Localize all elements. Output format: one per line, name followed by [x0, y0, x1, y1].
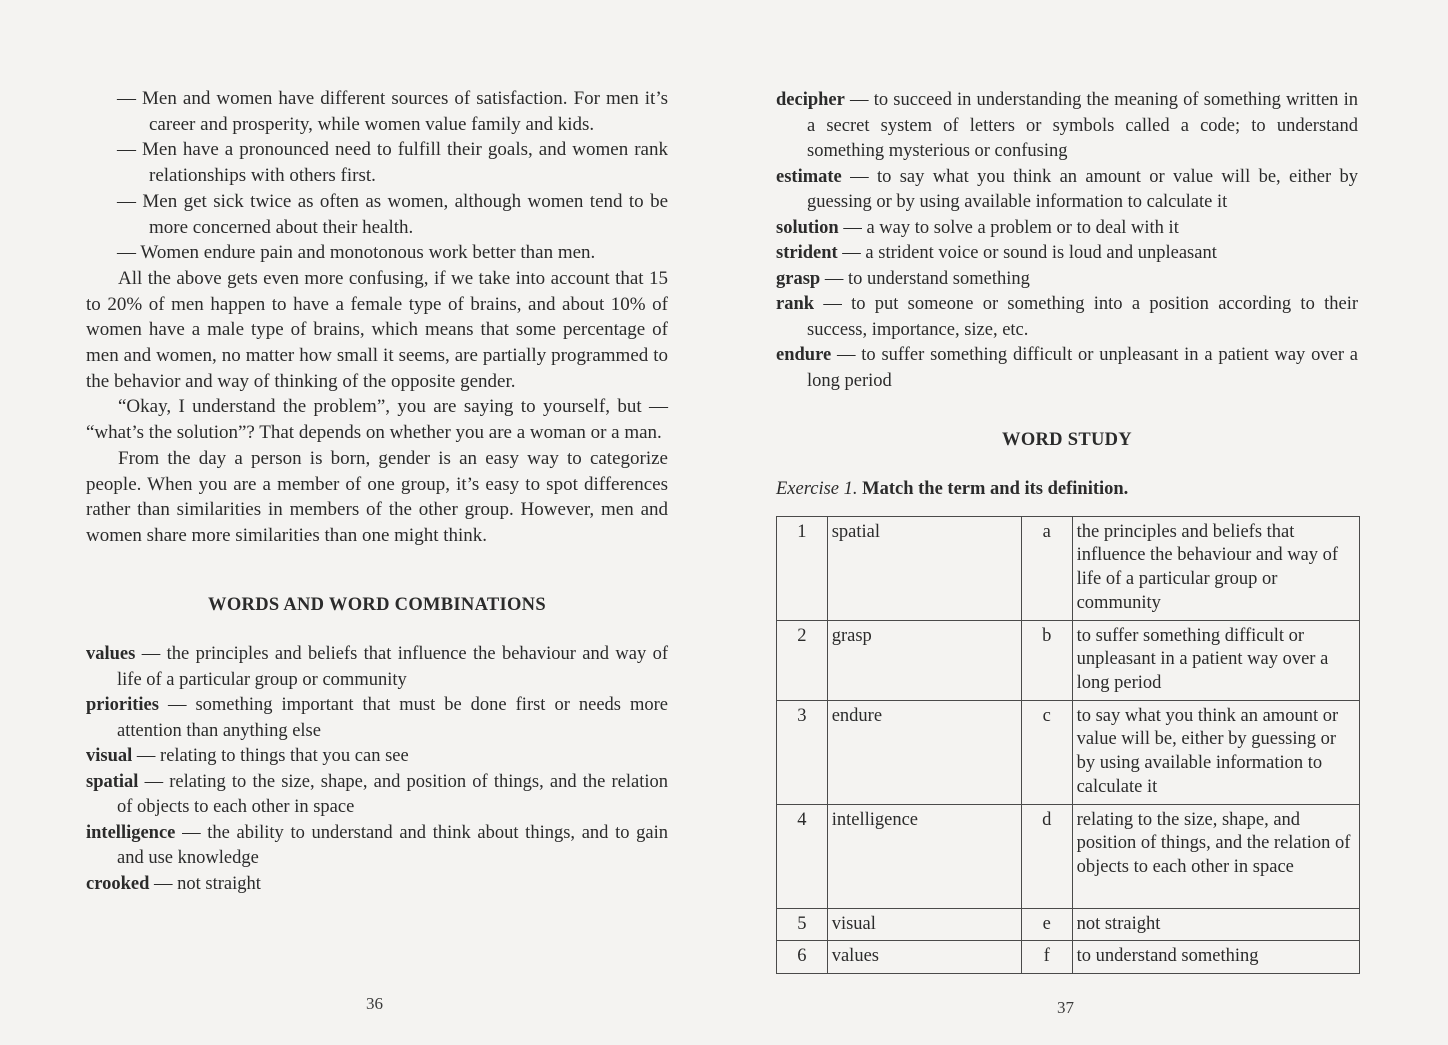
- glossary-term: rank: [776, 294, 815, 314]
- glossary-definition: — to suffer something difficult or unpleasant in a patient way over a long period: [807, 345, 1358, 391]
- glossary-entry: [776, 343, 1358, 394]
- definition-cell: to say what you think an amount or value will be, either by guessing or by using available information to calculate it: [1072, 700, 1359, 804]
- exercise-instruction: [776, 477, 1358, 502]
- bullet-item: — Women endure pain and monotonous work better than men.: [117, 242, 596, 264]
- row-letter: e: [1021, 908, 1072, 941]
- glossary-definition: — to succeed in understanding the meaning of something written in a secret system of letters or symbols called a code; to understand something mysterious or confusing: [807, 90, 1358, 161]
- definition-cell: to understand something: [1072, 941, 1359, 974]
- right-page: [724, 0, 1448, 1045]
- glossary-definition: — something important that must be done first or needs more attention than anything else: [117, 695, 668, 741]
- definition-cell: not straight: [1072, 908, 1359, 941]
- right-text-column: [776, 88, 1358, 974]
- section-heading: WORD STUDY: [1002, 430, 1132, 450]
- glossary-term: visual: [86, 746, 133, 767]
- glossary-definition: — the ability to understand and think about things, and to gain and use knowledge: [117, 822, 668, 869]
- glossary-entry: [776, 216, 1358, 242]
- glossary-term: crooked: [86, 873, 150, 894]
- glossary-term: estimate: [776, 166, 842, 187]
- glossary-entry: [776, 165, 1358, 216]
- glossary-term: solution: [776, 217, 839, 238]
- glossary-definition: — a way to solve a problem or to deal with it: [838, 217, 1179, 238]
- glossary-entry: [776, 267, 1358, 293]
- row-letter: d: [1021, 804, 1072, 908]
- term-cell: grasp: [827, 620, 1021, 700]
- matching-table: [776, 516, 1360, 974]
- term-cell: spatial: [827, 516, 1021, 620]
- glossary-entry: [776, 241, 1358, 267]
- term-cell: intelligence: [827, 804, 1021, 908]
- glossary-definition: — a strident voice or sound is loud and unpleasant: [837, 243, 1217, 263]
- page-number: 37: [1057, 998, 1074, 1017]
- glossary-term: endure: [776, 345, 832, 365]
- glossary-definition: — not straight: [149, 873, 261, 894]
- row-number: 2: [777, 620, 828, 700]
- glossary-definition: — to say what you think an amount or value will be, either by guessing or by using available information to calculate it: [807, 166, 1358, 212]
- glossary-definition: — relating to the size, shape, and position of things, and the relation of objects to each other in space: [117, 771, 668, 818]
- glossary-term: spatial: [86, 771, 139, 792]
- glossary-entry: [86, 744, 668, 770]
- definition-cell: to suffer something difficult or unpleasant in a patient way over a long period: [1072, 620, 1359, 700]
- glossary-entry: [776, 292, 1358, 343]
- bullet-item: — Men have a pronounced need to fulfill their goals, and women rank relationships with others first.: [117, 139, 668, 187]
- page-number: 36: [366, 994, 383, 1013]
- row-letter: a: [1021, 516, 1072, 620]
- glossary-term: intelligence: [86, 822, 176, 843]
- glossary-definition: — to put someone or something into a position according to their success, importance, size, etc.: [807, 294, 1358, 340]
- glossary-definition: — the principles and beliefs that influence the behaviour and way of life of a particular group or community: [117, 644, 668, 690]
- row-letter: c: [1021, 700, 1072, 804]
- row-number: 6: [777, 941, 828, 974]
- definition-cell: the principles and beliefs that influence the behaviour and way of life of a particular group or community: [1072, 516, 1359, 620]
- table-row: [777, 908, 1360, 941]
- left-text-column: [86, 86, 668, 897]
- term-cell: values: [827, 941, 1021, 974]
- table-row: [777, 804, 1360, 908]
- glossary-entry: [86, 642, 668, 693]
- glossary-entry: [86, 872, 668, 898]
- exercise-number: Exercise 1.: [776, 478, 858, 499]
- glossary-entry: [86, 693, 668, 744]
- paragraph: All the above gets even more confusing, if we take into account that 15 to 20% of men happen to have a female type of brains, and about 10% of women have a male type of brains, which means that some percentage of men and women, no matter how small it seems, are partially programmed to the behavior and way of thinking of the opposite gender.: [86, 267, 668, 392]
- glossary-term: strident: [776, 243, 838, 263]
- row-letter: f: [1021, 941, 1072, 974]
- table-row: [777, 620, 1360, 700]
- glossary-entry: [86, 821, 668, 872]
- exercise-text: Match the term and its definition.: [857, 478, 1129, 499]
- term-cell: endure: [827, 700, 1021, 804]
- glossary-entry: [776, 88, 1358, 165]
- glossary-term: values: [86, 644, 136, 665]
- row-letter: b: [1021, 620, 1072, 700]
- glossary-definition: — to understand something: [820, 268, 1030, 289]
- glossary-term: priorities: [86, 695, 159, 716]
- row-number: 5: [777, 908, 828, 941]
- glossary-term: decipher: [776, 90, 845, 110]
- term-cell: visual: [827, 908, 1021, 941]
- section-heading: WORDS AND WORD COMBINATIONS: [208, 594, 546, 615]
- row-number: 1: [777, 516, 828, 620]
- glossary-term: grasp: [776, 268, 821, 289]
- bullet-item: — Men get sick twice as often as women, although women tend to be more concerned about their health.: [117, 190, 668, 238]
- row-number: 4: [777, 804, 828, 908]
- glossary-entry: [86, 770, 668, 821]
- table-row: [777, 941, 1360, 974]
- paragraph: From the day a person is born, gender is an easy way to categorize people. When you are a member of one group, it’s easy to spot differences rather than similarities in members of the other group. However, men and women share more similarities than one might think.: [86, 447, 668, 546]
- paragraph: “Okay, I understand the problem”, you are saying to yourself, but — “what’s the solution”? That depends on whether you are a woman or a man.: [86, 396, 668, 444]
- table-row: [777, 516, 1360, 620]
- table-row: [777, 700, 1360, 804]
- glossary-definition: — relating to things that you can see: [132, 746, 409, 767]
- bullet-item: — Men and women have different sources of satisfaction. For men it’s career and prosperity, while women value family and kids.: [117, 88, 668, 135]
- definition-cell: relating to the size, shape, and position of things, and the relation of objects to each other in space: [1072, 804, 1359, 908]
- row-number: 3: [777, 700, 828, 804]
